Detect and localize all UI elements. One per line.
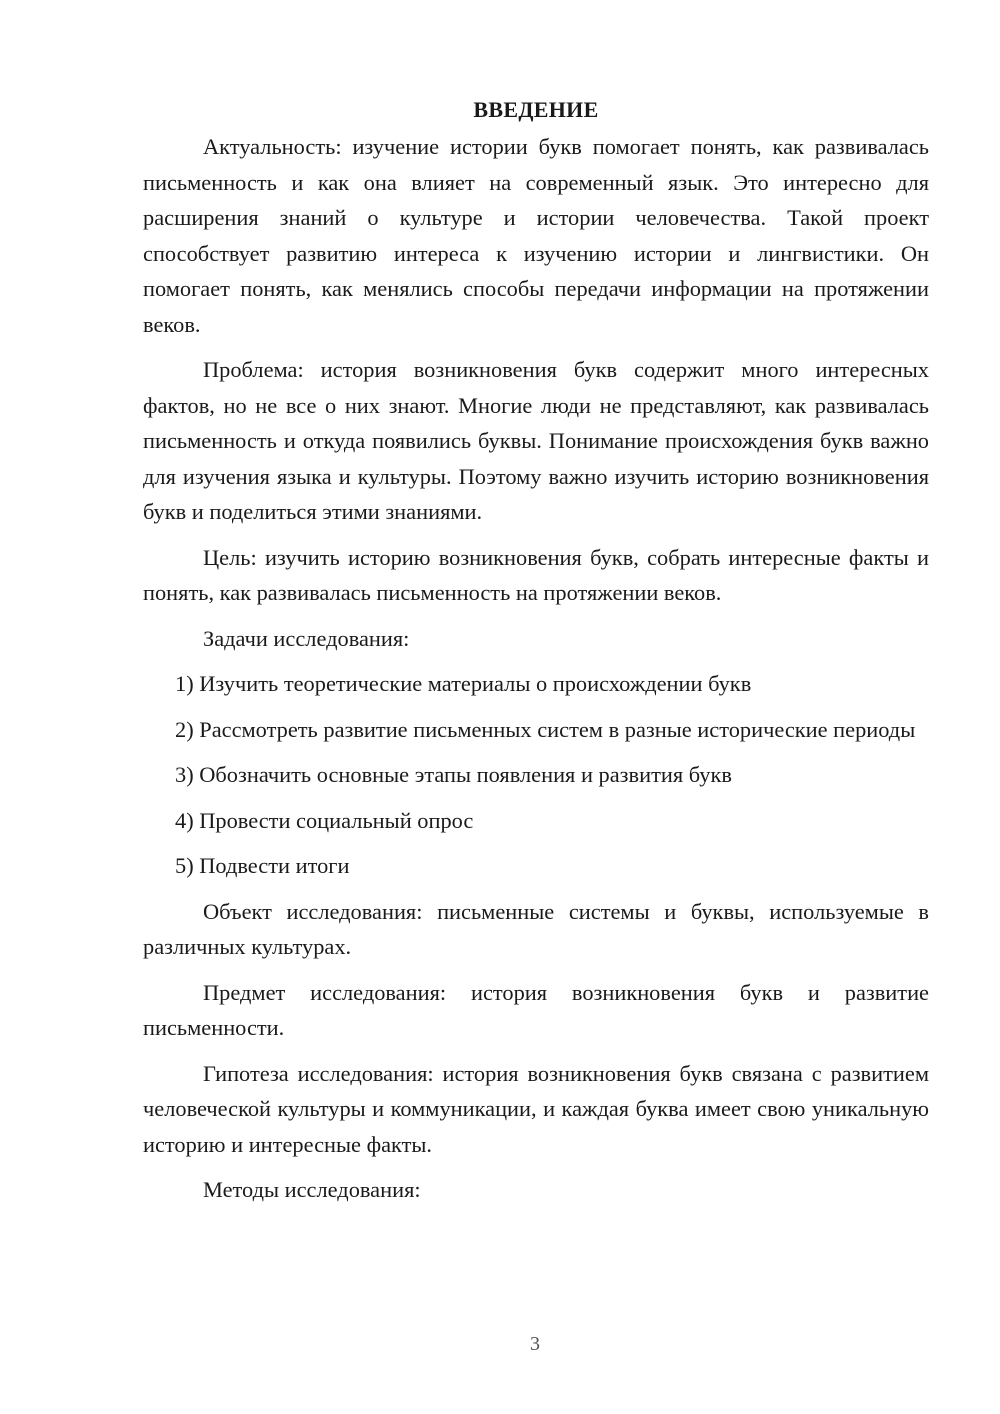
paragraph-problem: Проблема: история возникновения букв содержит много интересных фактов, но не все о них знают. Многие люди не представляют, как развивалась письменность и откуда появились буквы. Понимание происхождения букв важно для изучения языка и культуры. Поэтому важно изучить историю возникновения букв и поделиться этими знаниями. [143, 357, 929, 524]
document-page [143, 92, 929, 1218]
page-number: 3 [530, 1333, 540, 1355]
tasks-list [143, 666, 929, 884]
paragraph-relevance: Актуальность: изучение истории букв помогает понять, как развивалась письменность и как она влияет на современный язык. Это интересно для расширения знаний о культуре и истории человечества. Такой проект способствует развитию интереса к изучению истории и лингвистики. Он помогает понять, как менялись способы передачи информации на протяжении веков. [143, 134, 929, 337]
section-title: ВВЕДЕНИЕ [473, 97, 599, 122]
list-item: 4) Провести социальный опрос [175, 807, 474, 833]
paragraph-subject: Предмет исследования: история возникновения букв и развитие письменности. [143, 979, 929, 1040]
tasks-heading: Задачи исследования: [203, 625, 410, 651]
paragraph-goal: Цель: изучить историю возникновения букв, собрать интересные факты и понять, как развивалась письменность на протяжении веков. [143, 544, 929, 605]
paragraph-object: Объект исследования: письменные системы и буквы, используемые в различных культурах. [143, 898, 929, 959]
list-item: 3) Обозначить основные этапы появления и развития букв [175, 762, 732, 787]
list-item: 1) Изучить теоретические материалы о происхождении букв [175, 671, 752, 696]
list-item: 5) Подвести итоги [175, 853, 350, 878]
list-item: 2) Рассмотреть развитие письменных систем в разные исторические периоды [175, 716, 916, 742]
methods-heading: Методы исследования: [203, 1177, 421, 1202]
paragraph-hypothesis: Гипотеза исследования: история возникновения букв связана с развитием человеческой культуры и коммуникации, и каждая буква имеет свою уникальную историю и интересные факты. [143, 1060, 929, 1157]
